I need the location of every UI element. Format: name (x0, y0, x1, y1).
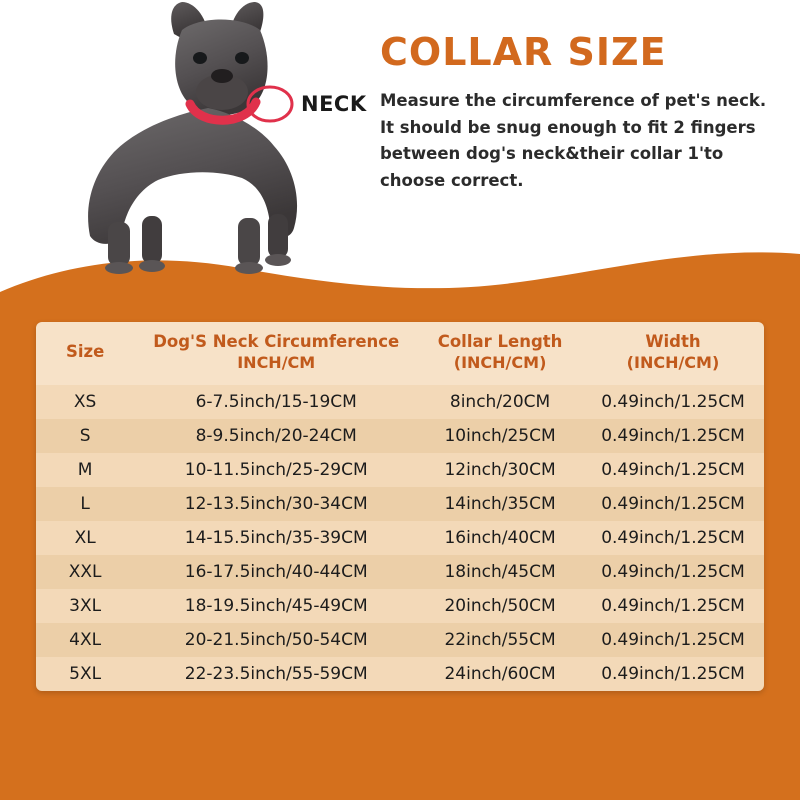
header-block (380, 32, 780, 195)
table-row (36, 419, 764, 453)
cell-length: 20inch/50CM (418, 589, 582, 623)
cell-length: 8inch/20CM (418, 385, 582, 419)
cell-size: M (36, 453, 134, 487)
page-description: Measure the circumference of pet's neck. It should be snug enough to fit 2 fingers between dog's neck&their collar 1'to choose correct. (380, 90, 767, 190)
column-header-width-sub: (INCH/CM) (626, 352, 720, 372)
page-title: COLLAR SIZE (380, 30, 667, 74)
french-bulldog-illustration (22, 0, 362, 290)
cell-size: L (36, 487, 134, 521)
table-row (36, 555, 764, 589)
cell-size: XL (36, 521, 134, 555)
cell-neck: 12-13.5inch/30-34CM (134, 487, 418, 521)
cell-neck: 14-15.5inch/35-39CM (134, 521, 418, 555)
cell-width: 0.49inch/1.25CM (582, 385, 764, 419)
cell-length: 24inch/60CM (418, 657, 582, 691)
column-header-width-title: Width (645, 332, 701, 351)
table-row (36, 623, 764, 657)
cell-size: XS (36, 385, 134, 419)
cell-size: XXL (36, 555, 134, 589)
cell-length: 10inch/25CM (418, 419, 582, 453)
table-row (36, 487, 764, 521)
column-header-size (36, 322, 134, 385)
cell-width: 0.49inch/1.25CM (582, 623, 764, 657)
cell-neck: 18-19.5inch/45-49CM (134, 589, 418, 623)
cell-neck: 8-9.5inch/20-24CM (134, 419, 418, 453)
column-header-length-title: Collar Length (437, 332, 563, 351)
column-header-neck-title: Dog'S Neck Circumference (153, 332, 400, 351)
table-row (36, 657, 764, 691)
size-table (36, 322, 764, 691)
table-row (36, 589, 764, 623)
cell-neck: 16-17.5inch/40-44CM (134, 555, 418, 589)
column-header-length-sub: (INCH/CM) (453, 352, 547, 372)
cell-neck: 6-7.5inch/15-19CM (134, 385, 418, 419)
cell-length: 18inch/45CM (418, 555, 582, 589)
column-header-size-title: Size (65, 342, 105, 361)
cell-length: 16inch/40CM (418, 521, 582, 555)
cell-size: 5XL (36, 657, 134, 691)
table-row (36, 385, 764, 419)
column-header-length (418, 322, 582, 385)
cell-width: 0.49inch/1.25CM (582, 555, 764, 589)
cell-neck: 10-11.5inch/25-29CM (134, 453, 418, 487)
cell-width: 0.49inch/1.25CM (582, 589, 764, 623)
cell-size: 3XL (36, 589, 134, 623)
table-body (36, 385, 764, 691)
dog-photo (22, 0, 367, 290)
cell-size: S (36, 419, 134, 453)
cell-neck: 22-23.5inch/55-59CM (134, 657, 418, 691)
cell-width: 0.49inch/1.25CM (582, 419, 764, 453)
neck-callout-label: NECK (301, 92, 367, 116)
table-row (36, 521, 764, 555)
cell-width: 0.49inch/1.25CM (582, 453, 764, 487)
cell-neck: 20-21.5inch/50-54CM (134, 623, 418, 657)
column-header-neck (134, 322, 418, 385)
table-row (36, 453, 764, 487)
cell-size: 4XL (36, 623, 134, 657)
size-table-card (36, 322, 764, 691)
cell-width: 0.49inch/1.25CM (582, 521, 764, 555)
cell-length: 22inch/55CM (418, 623, 582, 657)
table-header-row (36, 322, 764, 385)
column-header-width (582, 322, 764, 385)
cell-width: 0.49inch/1.25CM (582, 487, 764, 521)
column-header-neck-sub: INCH/CM (237, 352, 316, 372)
table-header (36, 322, 764, 385)
cell-width: 0.49inch/1.25CM (582, 657, 764, 691)
cell-length: 14inch/35CM (418, 487, 582, 521)
cell-length: 12inch/30CM (418, 453, 582, 487)
